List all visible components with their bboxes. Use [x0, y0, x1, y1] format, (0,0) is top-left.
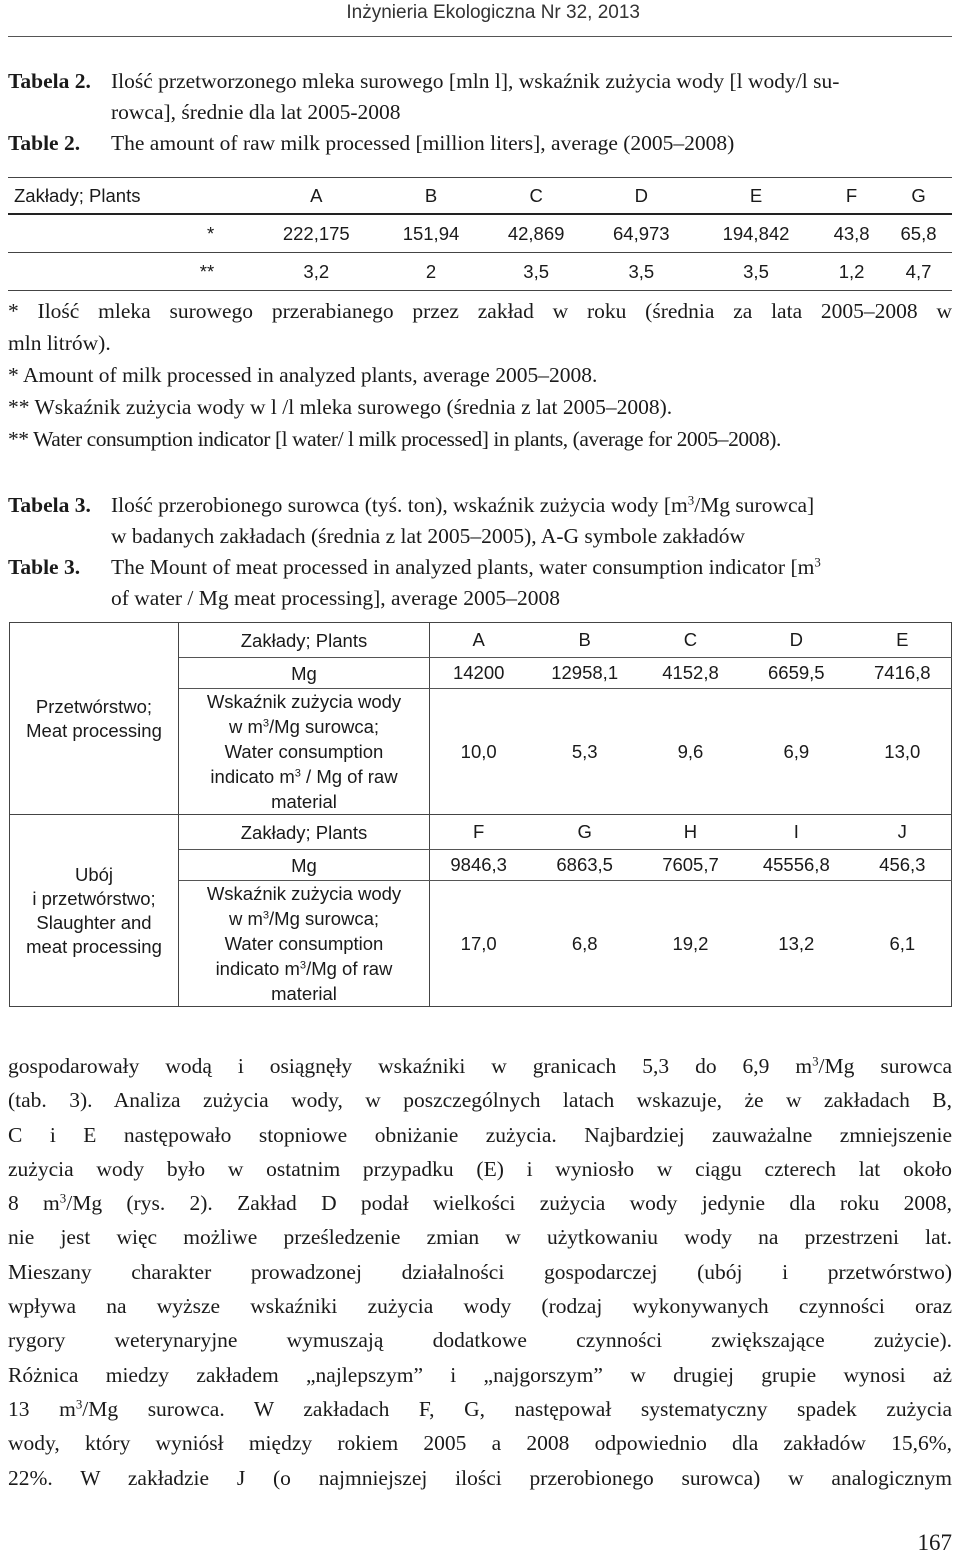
table2-caption-pl-line1: Ilość przetworzonego mleka surowego [mln l], wskaźnik zużycia wody [l wody/l su-: [111, 69, 840, 93]
table3-cell: 6863,5: [527, 850, 642, 881]
indicator-line: Water consumption: [224, 933, 384, 954]
header-rule: [8, 36, 952, 37]
table3-header-row: [10, 815, 952, 850]
body-line: wpływa na wyższe wskaźniki zużycia wody (rodzaj wykonywanych czynności oraz: [8, 1294, 952, 1319]
body-line-part: /Mg surowca. W zakładach F, G, następował systematyczny spadek zużycia: [82, 1396, 952, 1421]
table2-header-row: [8, 178, 952, 215]
indicator-line: /Mg surowca;: [269, 908, 380, 929]
table2-caption-en-label: Table 2.: [8, 131, 81, 155]
table2-header-cell: A: [254, 178, 378, 215]
indicator-line: /Mg surowca;: [269, 716, 380, 737]
table3-cell: 7416,8: [854, 658, 952, 689]
table3-cell: 456,3: [854, 850, 952, 881]
table3: [9, 622, 952, 1007]
table2-cell: 1,2: [818, 253, 885, 291]
group-label-line: i przetwórstwo;: [32, 887, 156, 909]
table3-cell: 14200: [430, 658, 528, 689]
table3-plant: F: [430, 815, 528, 850]
body-line-part: 13 m: [8, 1396, 76, 1421]
body-line: zużycia wody było w ostatnim przypadku (E) i wyniosło w ciągu czterech lat około: [8, 1156, 952, 1181]
table3-caption-pl-line1-a: Ilość przerobionego surowca (tyś. ton), wskaźnik zużycia wody [m: [111, 493, 688, 517]
table2-cell: 42,869: [484, 214, 589, 253]
superscript: 3: [262, 909, 270, 922]
superscript: 3: [59, 1191, 67, 1206]
indicator-line: indicato m: [210, 766, 295, 787]
table2-cell: **: [8, 253, 254, 291]
body-line: nie jest więc możliwe prześledzenie zmian w użytkowaniu wody na przestrzeni lat.: [8, 1225, 952, 1250]
table3-cell: 45556,8: [739, 850, 854, 881]
table3-caption-en-label: Table 3.: [8, 555, 81, 579]
indicator-line: material: [271, 791, 337, 812]
body-line: 22%. W zakładzie J (o najmniejszej ilości przerobionego surowca) w analogicznym: [8, 1465, 952, 1490]
table2-caption-en: [8, 128, 952, 159]
table3-cell: 9846,3: [430, 850, 528, 881]
table3-mg-label: Mg: [179, 658, 430, 689]
group-label-line: Przetwórstwo;: [35, 695, 153, 717]
table3-caption-pl-label: Tabela 3.: [8, 493, 91, 517]
body-line: Mieszany charakter prowadzonej działalności gospodarczej (ubój i przetwórstwo): [8, 1259, 952, 1284]
body-line: [8, 1049, 952, 1083]
table2-caption-pl-line2: rowca], średnie dla lat 2005-2008: [111, 100, 401, 124]
table3-plant: H: [642, 815, 739, 850]
table3-cell: 5,3: [571, 740, 598, 762]
table3-cell: 13,0: [884, 740, 921, 762]
table2-caption: [8, 66, 952, 159]
table2-cell: 3,2: [254, 253, 378, 291]
table3-cell: 6,9: [783, 740, 810, 762]
body-line: [8, 1392, 952, 1426]
table3-caption-pl-line2: w badanych zakładach (średnia z lat 2005–2005), A-G symbole zakładów: [111, 524, 746, 548]
body-line-part: /Mg (rys. 2). Zakład D podał wielkości zużycia wody jedynie dla roku 2008,: [66, 1191, 952, 1216]
table3-cell: 4152,8: [642, 658, 739, 689]
superscript: 3: [294, 767, 301, 780]
table3-header-row: [10, 623, 952, 658]
table2-cell: 194,842: [694, 214, 818, 253]
table2-cell: 151,94: [378, 214, 483, 253]
table2-cell: 3,5: [484, 253, 589, 291]
indicator-line: material: [271, 983, 337, 1004]
body-line: Różnica miedzy zakładem „najlepszym” i „najgorszym” w drugiej grupie wynosi aż: [8, 1362, 952, 1387]
body-line: [8, 1186, 952, 1220]
table2-header-cell: B: [378, 178, 483, 215]
body-line: (tab. 3). Analiza zużycia wody, w poszczególnych latach wskazuje, że w zakładach B,: [8, 1088, 952, 1113]
table2-caption-pl: [8, 66, 952, 128]
table3-caption-en: [8, 552, 952, 614]
table3-cell: 6659,5: [739, 658, 854, 689]
table3-cell: 17,0: [460, 932, 497, 954]
table2-cell: 3,5: [589, 253, 694, 291]
group-label-line: Slaughter and: [36, 911, 152, 933]
table3-header-label: Zakłady; Plants: [179, 815, 430, 850]
table3-caption-en-line2: of water / Mg meat processing], average 2005–2008: [111, 586, 560, 610]
table2-caption-en-text: The amount of raw milk processed [million liters], average (2005–2008): [111, 131, 735, 155]
running-header: Inżynieria Ekologiczna Nr 32, 2013: [346, 2, 640, 23]
body-line: wody, który wyniósł między rokiem 2005 a 2008 odpowiednio dla zakładów 15,6%,: [8, 1431, 952, 1456]
table-row: [8, 214, 952, 253]
table3-caption-pl: [8, 490, 952, 552]
body-text: [8, 1049, 952, 1495]
table3-plant: C: [642, 623, 739, 658]
table2-note: mln litrów).: [8, 331, 111, 355]
indicator-line: Wskaźnik zużycia wody: [206, 691, 402, 712]
indicator-line: / Mg of raw: [300, 766, 398, 787]
table2: [8, 177, 952, 291]
table2-cell: 3,5: [694, 253, 818, 291]
page-number: 167: [917, 1530, 952, 1555]
table2-header-cell: D: [589, 178, 694, 215]
superscript: 3: [75, 1397, 83, 1412]
superscript: 3: [687, 493, 695, 508]
superscript: 3: [812, 1054, 819, 1069]
table-row: [8, 253, 952, 291]
indicator-line: Water consumption: [224, 741, 384, 762]
table3-caption-pl-line1-b: /Mg surowca]: [694, 493, 815, 517]
table2-note: * Ilość mleka surowego przerabianego przez zakład w roku (średnia za lata 2005–2008 w: [8, 299, 952, 323]
table3-indicator-label: [179, 881, 430, 1007]
table2-header-cell: E: [694, 178, 818, 215]
indicator-line: Wskaźnik zużycia wody: [206, 883, 402, 904]
table2-cell: 65,8: [885, 214, 952, 253]
table3-caption: [8, 490, 952, 614]
table3-group-label: [10, 623, 179, 815]
body-line-part: 8 m: [8, 1191, 60, 1216]
table2-header-cell: F: [818, 178, 885, 215]
table3-indicator-label: [179, 689, 430, 815]
superscript: 3: [299, 959, 307, 972]
table2-notes: [8, 295, 952, 455]
indicator-line: w m: [228, 908, 263, 929]
table2-header-cell: Zakłady; Plants: [8, 178, 254, 215]
table3-plant: D: [739, 623, 854, 658]
table3-cell: 12958,1: [527, 658, 642, 689]
table3-cell: 19,2: [672, 932, 709, 954]
table3-plant: E: [854, 623, 952, 658]
table3-cell: 7605,7: [642, 850, 739, 881]
table3-caption-en-line1: The Mount of meat processed in analyzed plants, water consumption indicator [m: [111, 555, 815, 579]
table3-cell: 6,1: [889, 932, 916, 954]
table3-cell: 13,2: [778, 932, 815, 954]
table3-cell: 10,0: [460, 740, 497, 762]
group-label-line: Meat processing: [26, 719, 162, 741]
group-label-line: meat processing: [26, 935, 162, 957]
table3-plant: I: [739, 815, 854, 850]
table2-cell: 64,973: [589, 214, 694, 253]
table3-group-label: [10, 815, 179, 1007]
table2-cell: 2: [378, 253, 483, 291]
table3-plant: J: [854, 815, 952, 850]
indicator-line: indicato m: [215, 958, 300, 979]
table2-caption-pl-label: Tabela 2.: [8, 69, 91, 93]
table3-plant: G: [527, 815, 642, 850]
table2-note: ** Water consumption indicator [l water/ l milk processed] in plants, (average for 2005–2008).: [8, 427, 781, 451]
table3-header-label: Zakłady; Plants: [179, 623, 430, 658]
table3-cell: 6,8: [571, 932, 598, 954]
body-line: rygory weterynaryjne wymuszają dodatkowe czynności zwiększające zużycie).: [8, 1328, 952, 1353]
indicator-line: w m: [228, 716, 263, 737]
table2-header-cell: G: [885, 178, 952, 215]
superscript: 3: [814, 555, 821, 570]
table2-cell: 4,7: [885, 253, 952, 291]
table2-note: * Amount of milk processed in analyzed plants, average 2005–2008.: [8, 363, 598, 387]
table3-mg-label: Mg: [179, 850, 430, 881]
table3-cell: 9,6: [677, 740, 704, 762]
table2-note: ** Wskaźnik zużycia wody w l /l mleka surowego (średnia z lat 2005–2008).: [8, 395, 673, 419]
table2-cell: 43,8: [818, 214, 885, 253]
table2-cell: *: [8, 214, 254, 253]
group-label-line: Ubój: [74, 863, 114, 885]
body-line-part: /Mg surowca: [818, 1054, 952, 1078]
body-line: C i E następowało stopniowe obniżanie zużycia. Najbardziej zauważalne zmniejszenie: [8, 1122, 952, 1147]
indicator-line: /Mg of raw: [306, 958, 393, 979]
table2-cell: 222,175: [254, 214, 378, 253]
table2-header-cell: C: [484, 178, 589, 215]
body-line-part: gospodarowały wodą i osiągnęły wskaźniki w granicach 5,3 do 6,9 m: [8, 1054, 813, 1078]
table3-plant: B: [527, 623, 642, 658]
superscript: 3: [262, 717, 270, 730]
table3-plant: A: [430, 623, 528, 658]
